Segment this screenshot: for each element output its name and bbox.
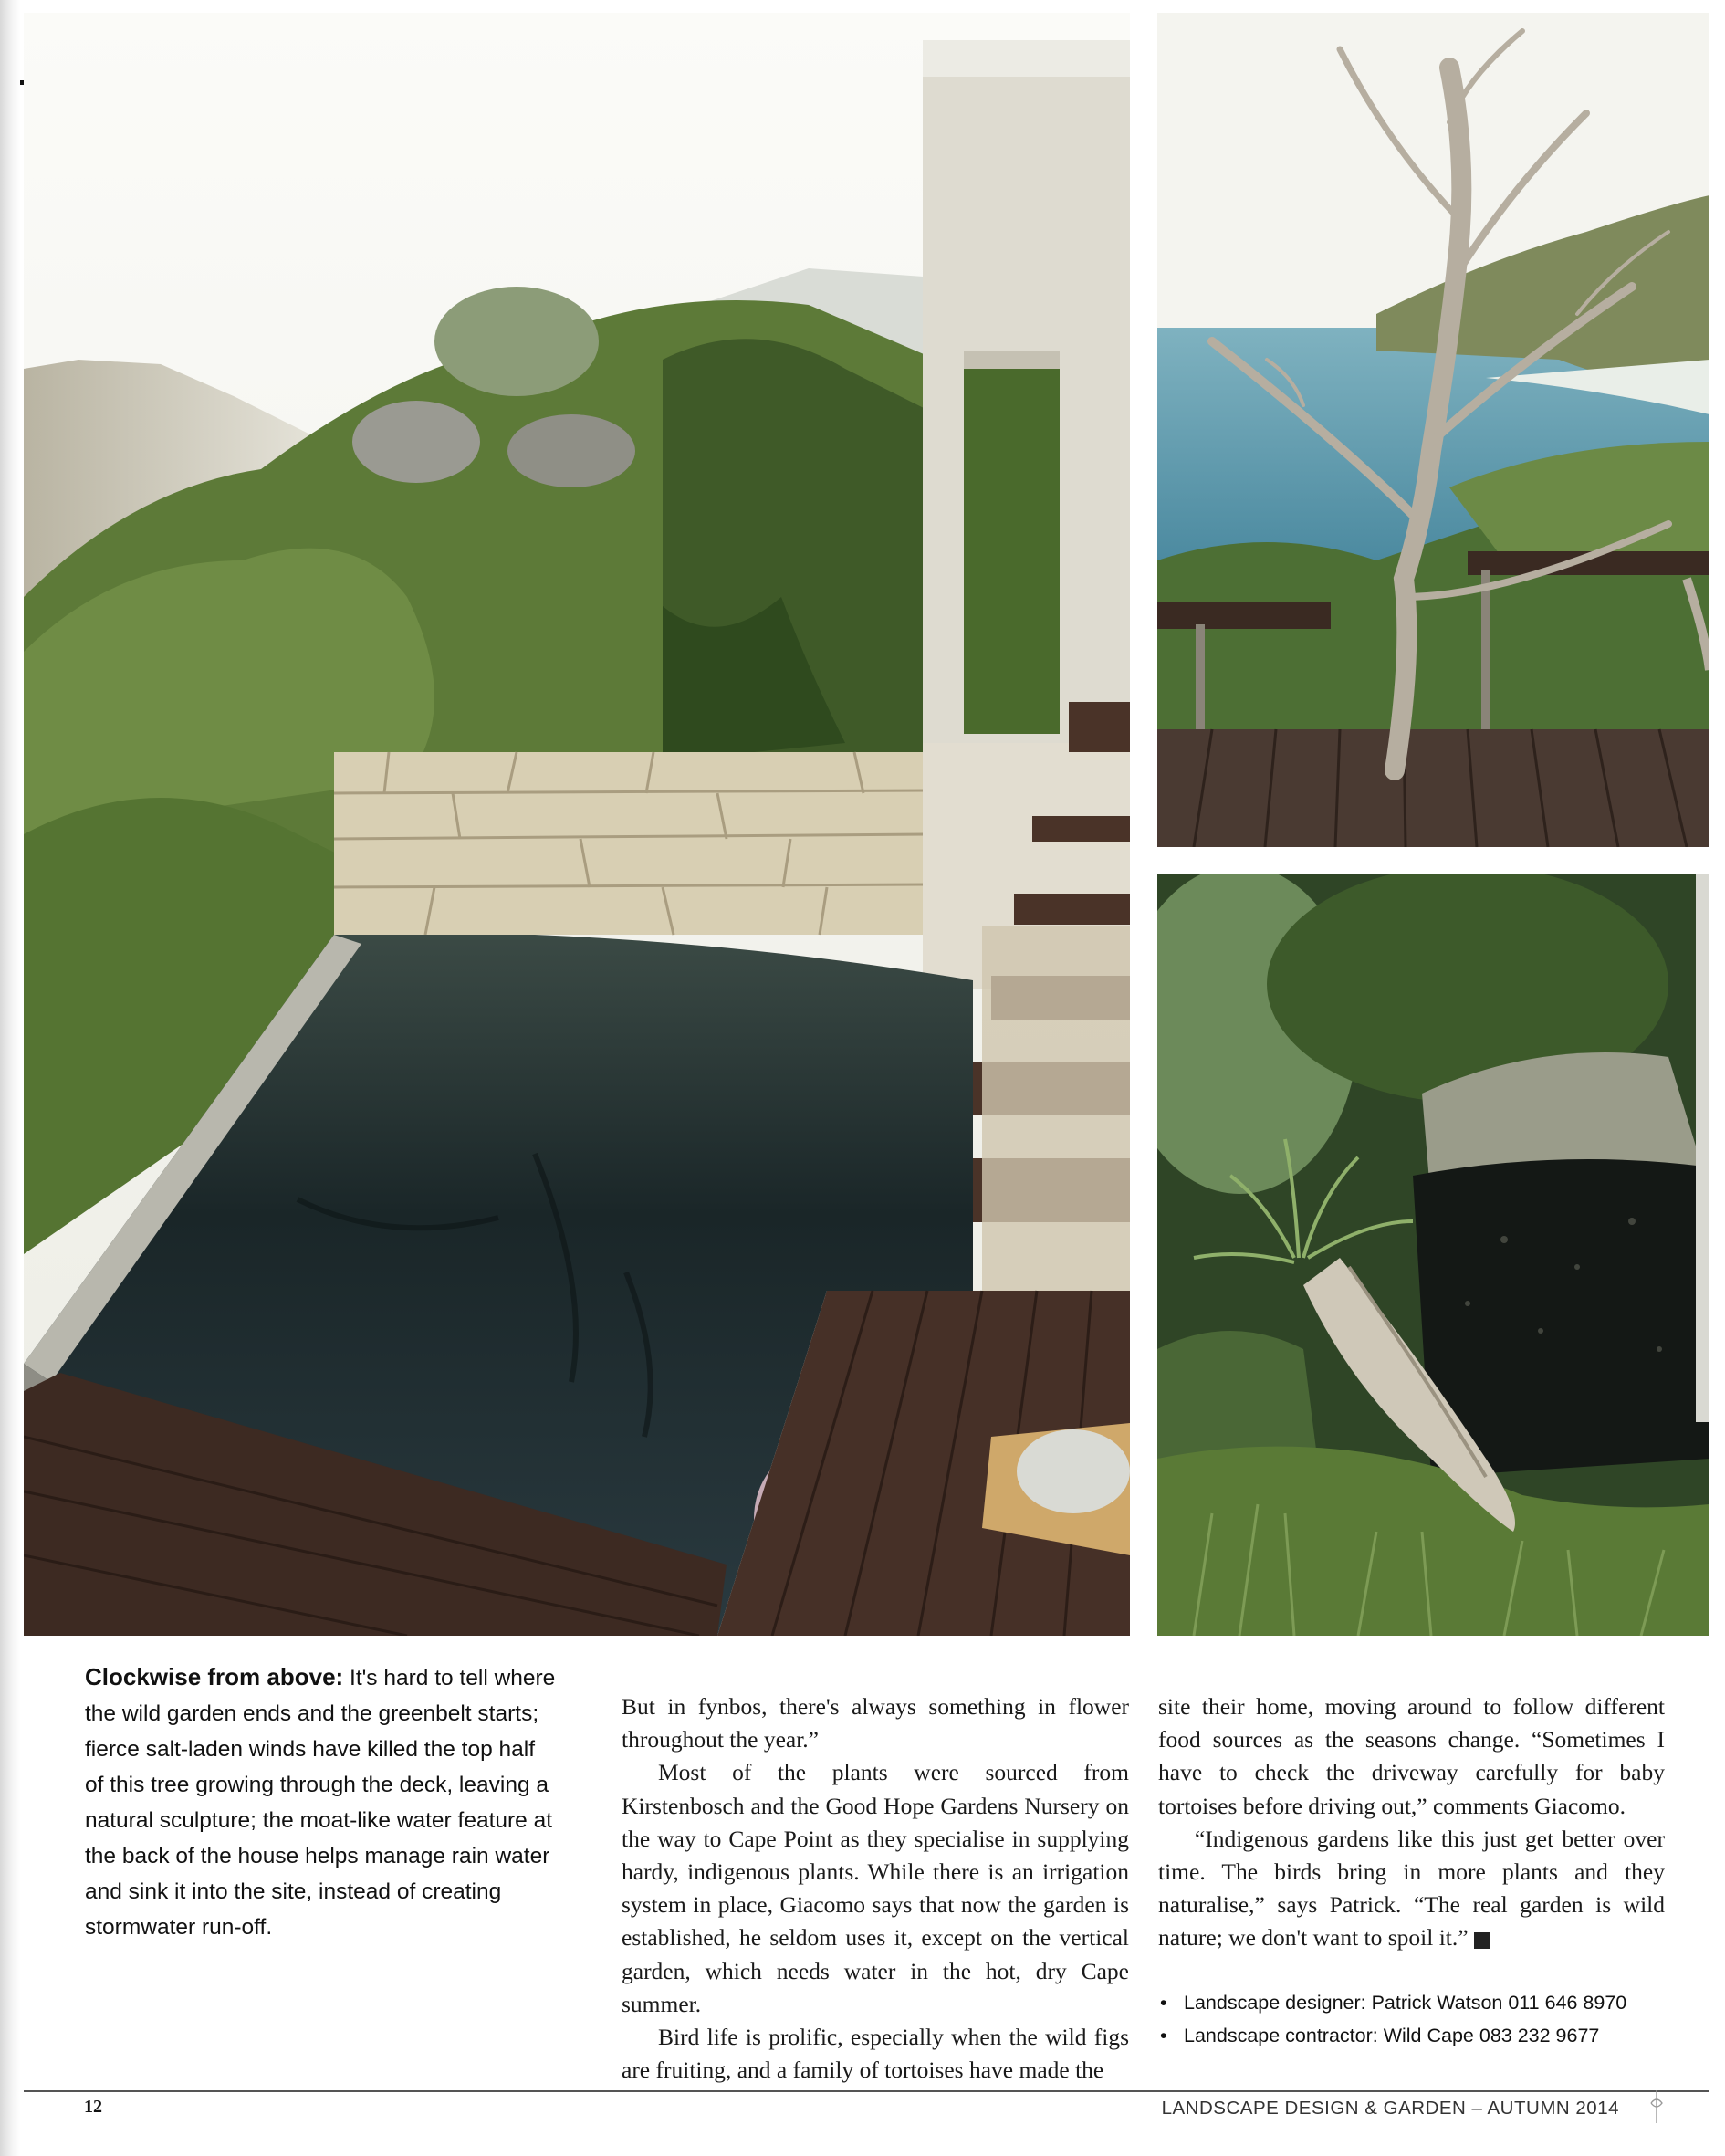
credits-list bbox=[1158, 1986, 1706, 2052]
credit-item: • Landscape contractor: Wild Cape 083 232 9677 bbox=[1158, 2019, 1706, 2052]
credit-item: • Landscape designer: Patrick Watson 011 646 8970 bbox=[1158, 1986, 1706, 2019]
photo-tree-deck bbox=[1157, 13, 1709, 847]
registration-mark-icon bbox=[1650, 2090, 1663, 2123]
paragraph: But in fynbos, there's always something in flower throughout the year.” bbox=[622, 1693, 1129, 1753]
tree-deck-illustration bbox=[1157, 13, 1709, 847]
photo-water-feature bbox=[1157, 874, 1709, 1636]
photo-caption bbox=[85, 1659, 559, 1945]
paragraph: Bird life is prolific, especially when the wild figs are fruiting, and a family of tortoises have made the bbox=[622, 2024, 1129, 2084]
magazine-footer-title: LANDSCAPE DESIGN & GARDEN – AUTUMN 2014 bbox=[1161, 2098, 1619, 2119]
caption-lead: Clockwise from above: bbox=[85, 1663, 344, 1690]
photo-pool-garden bbox=[24, 13, 1130, 1636]
water-feature-illustration bbox=[1157, 874, 1709, 1636]
pool-garden-illustration bbox=[24, 13, 1130, 1636]
body-column-right bbox=[1158, 1690, 1665, 1955]
paragraph: Most of the plants were sourced from Kirstenbosch and the Good Hope Gardens Nursery on the way to Cape Point as they specialise in supplying hardy, indigenous plants. While there is an irrigation system in place, Giacomo says that now the garden is established, he seldom uses it, except on the vertical garden, which needs water in the hot, dry Cape summer. bbox=[622, 1759, 1129, 2017]
page-number: 12 bbox=[84, 2097, 102, 2117]
end-of-article-mark: LG bbox=[1474, 1932, 1490, 1949]
body-column-middle bbox=[622, 1690, 1129, 2087]
caption-text: It's hard to tell where the wild garden ends and the greenbelt starts; fierce salt-laden winds have killed the top half of this tree growing through the deck, leaving a natural sculpture; the moat-like water feature at the back of the house helps manage rain water and sink it into the site, instead of creating stormwater run-off. bbox=[85, 1666, 556, 1940]
paragraph-final-text: “Indigenous gardens like this just get better over time. The birds bring in more plants and they naturalise,” says Patrick. “The real garden is wild nature; we don't want to spoil it.” bbox=[1158, 1825, 1665, 1952]
paragraph: site their home, moving around to follow different food sources as the seasons change. “Sometimes I have to check the driveway carefully for baby tortoises before driving out,” comments Giacomo. bbox=[1158, 1693, 1665, 1819]
paragraph-final bbox=[1158, 1823, 1665, 1955]
footer-rule bbox=[24, 2090, 1709, 2092]
page-scan-edge bbox=[0, 0, 20, 2156]
